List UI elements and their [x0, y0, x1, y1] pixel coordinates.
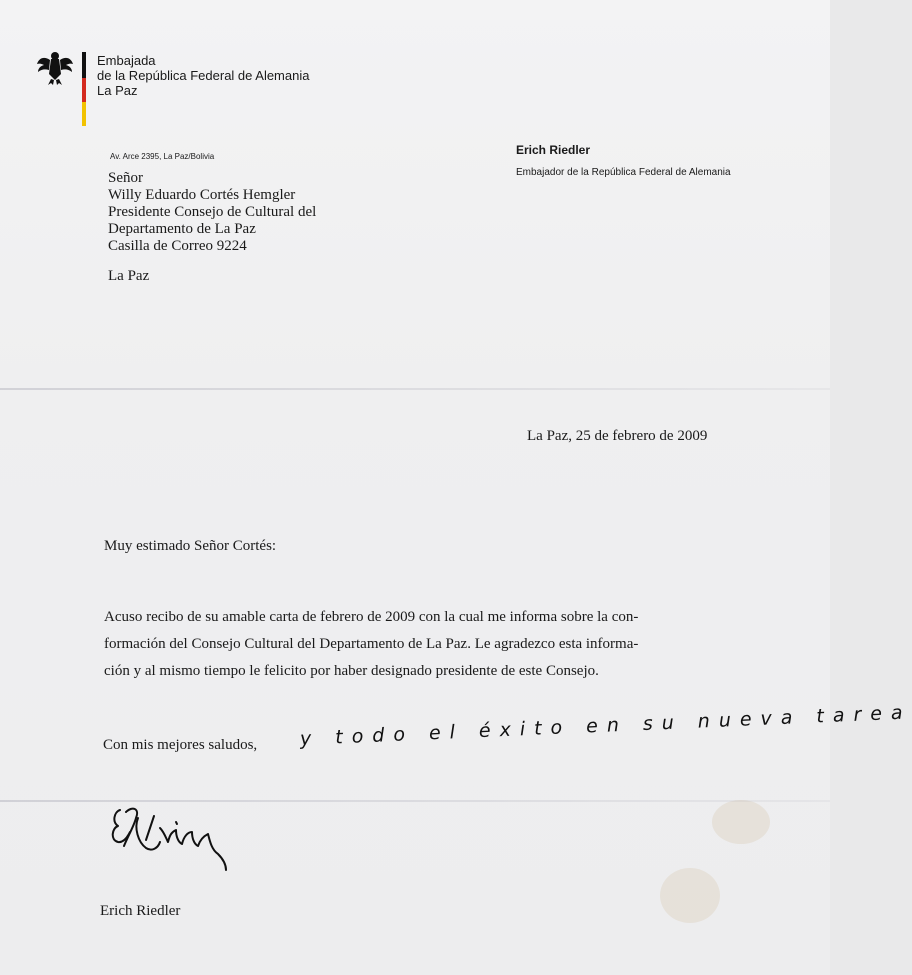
greeting: Muy estimado Señor Cortés:: [104, 538, 277, 554]
embassy-line3: La Paz: [97, 83, 138, 98]
sender-title: Embajador de la República Federal de Alemania: [516, 167, 731, 178]
embassy-line1: Embajada: [97, 53, 156, 68]
recipient-salutation: Señor: [108, 170, 143, 186]
flag-black-stripe: [82, 52, 86, 78]
body-line: ción y al mismo tiempo le felicito por haber designado presidente de este Consejo.: [104, 663, 599, 679]
handwritten-note: y todo el éxito en su nueva tarea: [299, 701, 912, 750]
body-line: Acuso recibo de su amable carta de febrero de 2009 con la cual me informa sobre la con-: [104, 609, 639, 625]
embassy-line2: de la República Federal de Alemania: [97, 68, 310, 83]
recipient-address: [108, 170, 316, 255]
embassy-name: [97, 53, 309, 98]
paper-stain: [660, 868, 720, 923]
recipient-city: La Paz: [108, 268, 150, 284]
body-line: formación del Consejo Cultural del Departamento de La Paz. Le agradezco esta informa-: [104, 636, 639, 652]
embassy-address: Av. Arce 2395, La Paz/Bolivia: [110, 152, 215, 161]
recipient-mailbox: Casilla de Correo 9224: [108, 238, 247, 254]
recipient-name: Willy Eduardo Cortés Hemgler: [108, 187, 296, 203]
letter-body: [104, 604, 638, 685]
closing: Con mis mejores saludos,: [103, 737, 258, 753]
letter-date: La Paz, 25 de febrero de 2009: [527, 428, 708, 444]
recipient-position-line1: Presidente Consejo de Cultural del: [108, 204, 317, 220]
flag-red-stripe: [82, 78, 86, 102]
recipient-position-line2: Departamento de La Paz: [108, 221, 256, 237]
flag-gold-stripe: [82, 102, 86, 126]
federal-eagle-icon: [36, 50, 74, 86]
sender-name: Erich Riedler: [516, 143, 591, 157]
handwritten-signature: [106, 798, 256, 878]
paper-fold: [0, 388, 830, 390]
paper-stain: [712, 800, 770, 844]
signature-name: Erich Riedler: [100, 903, 181, 919]
